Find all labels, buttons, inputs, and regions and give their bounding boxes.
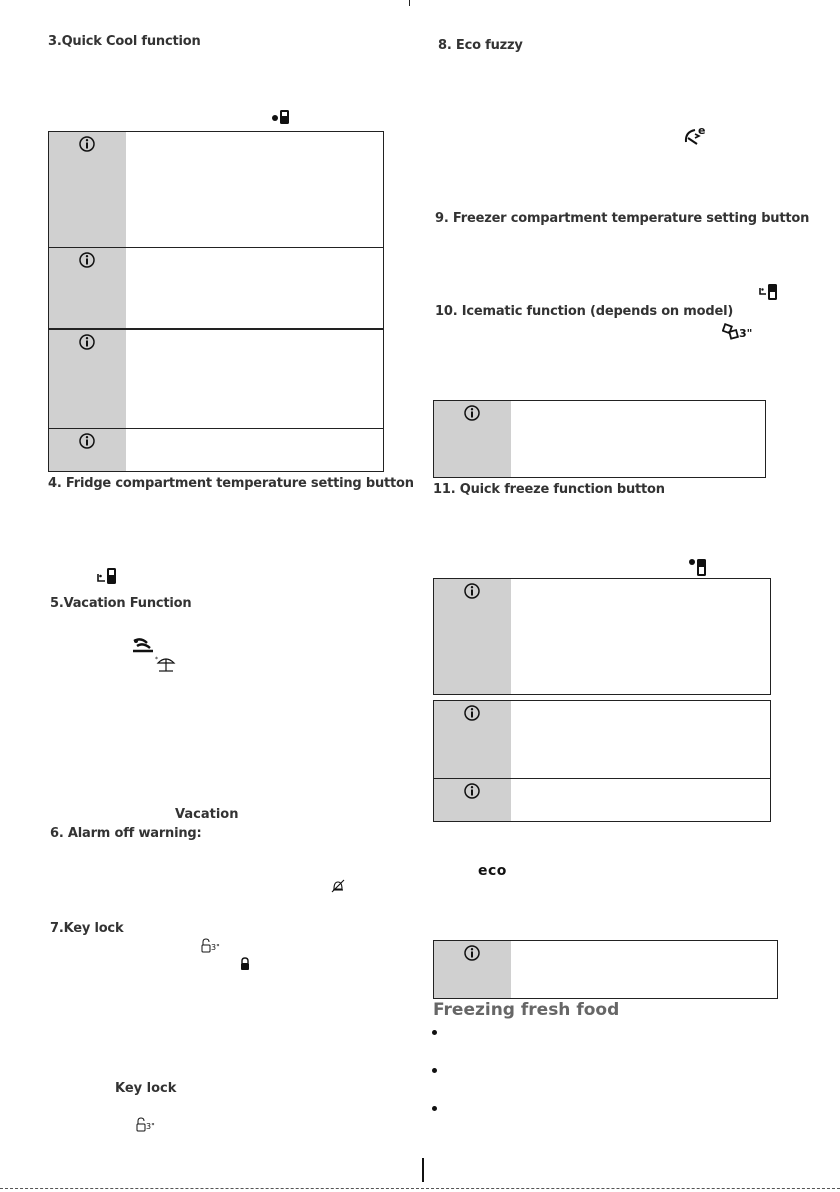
svg-text:3": 3" bbox=[739, 327, 753, 340]
icematic-icon bbox=[722, 322, 754, 342]
info-box-quick-freeze-1 bbox=[433, 578, 771, 695]
heading-eco-fuzzy: 8. Eco fuzzy bbox=[438, 38, 523, 53]
vacation-label: Vacation bbox=[175, 807, 239, 822]
heading-freezer-temp: 9. Freezer compartment temperature setting button bbox=[435, 211, 810, 226]
heading-alarm-off: 6. Alarm off warning: bbox=[50, 826, 202, 841]
umbrella-icon bbox=[155, 655, 177, 673]
column-divider-top bbox=[409, 0, 410, 6]
key-lock-label: Key lock bbox=[115, 1081, 177, 1096]
heading-icematic: 10. Icematic function (depends on model) bbox=[435, 304, 734, 319]
info-box-quick-cool-2 bbox=[48, 247, 384, 330]
info-icon bbox=[79, 136, 95, 152]
info-icon bbox=[464, 405, 480, 421]
eco-fuzzy-icon bbox=[683, 124, 709, 148]
bottom-crop-line bbox=[0, 1188, 840, 1189]
bullet-3 bbox=[432, 1106, 437, 1111]
fridge-temp-icon bbox=[96, 566, 120, 586]
page-number-divider bbox=[422, 1158, 424, 1182]
quick-cool-icon bbox=[271, 108, 291, 126]
heading-fridge-temp: 4. Fridge compartment temperature setting button bbox=[48, 476, 414, 491]
info-icon bbox=[464, 783, 480, 799]
info-icon bbox=[79, 433, 95, 449]
info-icon bbox=[464, 705, 480, 721]
heading-vacation: 5.Vacation Function bbox=[50, 596, 192, 611]
info-icon bbox=[464, 583, 480, 599]
heading-key-lock: 7.Key lock bbox=[50, 921, 124, 936]
info-icon bbox=[79, 252, 95, 268]
svg-text:3": 3" bbox=[211, 943, 220, 952]
heading-freezing-fresh-food: Freezing fresh food bbox=[433, 1000, 620, 1020]
info-box-quick-cool-1 bbox=[48, 131, 384, 249]
quick-freeze-icon bbox=[686, 557, 710, 579]
svg-text:*: * bbox=[155, 656, 158, 663]
info-box-quick-cool-4 bbox=[48, 428, 384, 472]
bullet-1 bbox=[432, 1030, 437, 1035]
key-lock-icon bbox=[200, 938, 220, 954]
freezer-temp-icon bbox=[758, 282, 782, 304]
info-icon bbox=[79, 334, 95, 350]
vacation-icon bbox=[131, 637, 157, 655]
svg-text:e: e bbox=[698, 124, 706, 137]
eco-label: eco bbox=[478, 863, 507, 879]
lock-icon bbox=[239, 957, 251, 971]
bullet-2 bbox=[432, 1068, 437, 1073]
heading-quick-freeze: 11. Quick freeze function button bbox=[433, 482, 665, 497]
info-box-eco bbox=[433, 940, 778, 999]
alarm-off-icon bbox=[330, 878, 346, 894]
info-icon bbox=[464, 945, 480, 961]
info-box-icematic bbox=[433, 400, 766, 478]
info-box-quick-freeze-2 bbox=[433, 700, 771, 822]
key-lock-icon bbox=[135, 1117, 155, 1133]
heading-quick-cool: 3.Quick Cool function bbox=[48, 34, 201, 49]
svg-text:3": 3" bbox=[146, 1122, 155, 1131]
info-box-quick-cool-3 bbox=[48, 328, 384, 431]
